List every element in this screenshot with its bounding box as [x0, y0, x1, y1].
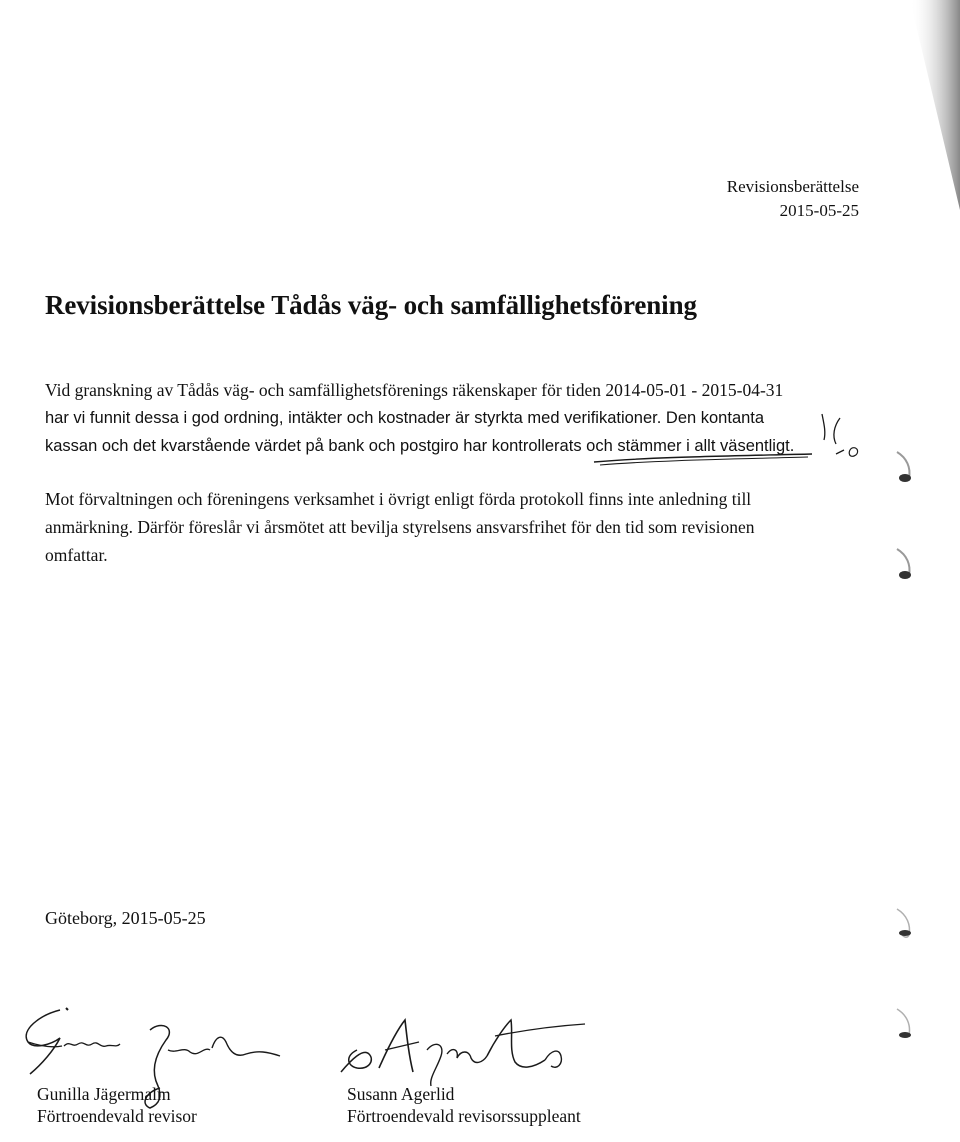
scan-corner-shadow	[850, 0, 960, 210]
paragraph-line: omfattar.	[45, 545, 108, 565]
signatory-role: Förtroendevald revisorssuppleant	[347, 1106, 581, 1126]
signatory-right	[347, 1083, 581, 1127]
audit-paragraph	[45, 376, 794, 460]
paragraph-line: Vid granskning av Tådås väg- och samfällighetsförenings räkenskaper för tiden 2014-05-01 - 2015-04-31	[45, 380, 784, 400]
page-title: Revisionsberättelse Tådås väg- och samfällighetsförening	[45, 290, 697, 320]
punch-hole-mark	[893, 448, 919, 488]
document-date: 2015-05-25	[779, 201, 859, 220]
punch-hole-mark	[893, 545, 919, 585]
paragraph-line: har vi funnit dessa i god ordning, intäkter och kostnader är styrkta med verifikationer. Den kontanta	[45, 409, 765, 427]
document-type-label: Revisionsberättelse	[726, 177, 859, 196]
place-date: Göteborg, 2015-05-25	[45, 908, 206, 928]
document-header	[727, 175, 859, 223]
punch-hole-mark	[893, 905, 919, 945]
handwritten-signature-right	[335, 1010, 595, 1090]
signatory-left	[37, 1083, 197, 1127]
signatory-name: Susann Agerlid	[347, 1084, 455, 1104]
signatory-role: Förtroendevald revisor	[37, 1106, 197, 1126]
margin-initial-marks	[800, 410, 890, 480]
paragraph-line: anmärkning. Därför föreslår vi årsmötet att bevilja styrelsens ansvarsfrihet för den tid som revisionen	[45, 517, 755, 537]
discharge-paragraph	[45, 485, 755, 569]
paragraph-line: kassan och det kvarstående värdet på bank och postgiro har kontrollerats och stämmer i allt väsentligt.	[45, 437, 795, 455]
paragraph-line: Mot förvaltningen och föreningens verksamhet i övrigt enligt förda protokoll finns inte anledning till	[45, 489, 752, 509]
signatory-name: Gunilla Jägermalm	[37, 1084, 171, 1104]
punch-hole-mark	[893, 1005, 919, 1045]
